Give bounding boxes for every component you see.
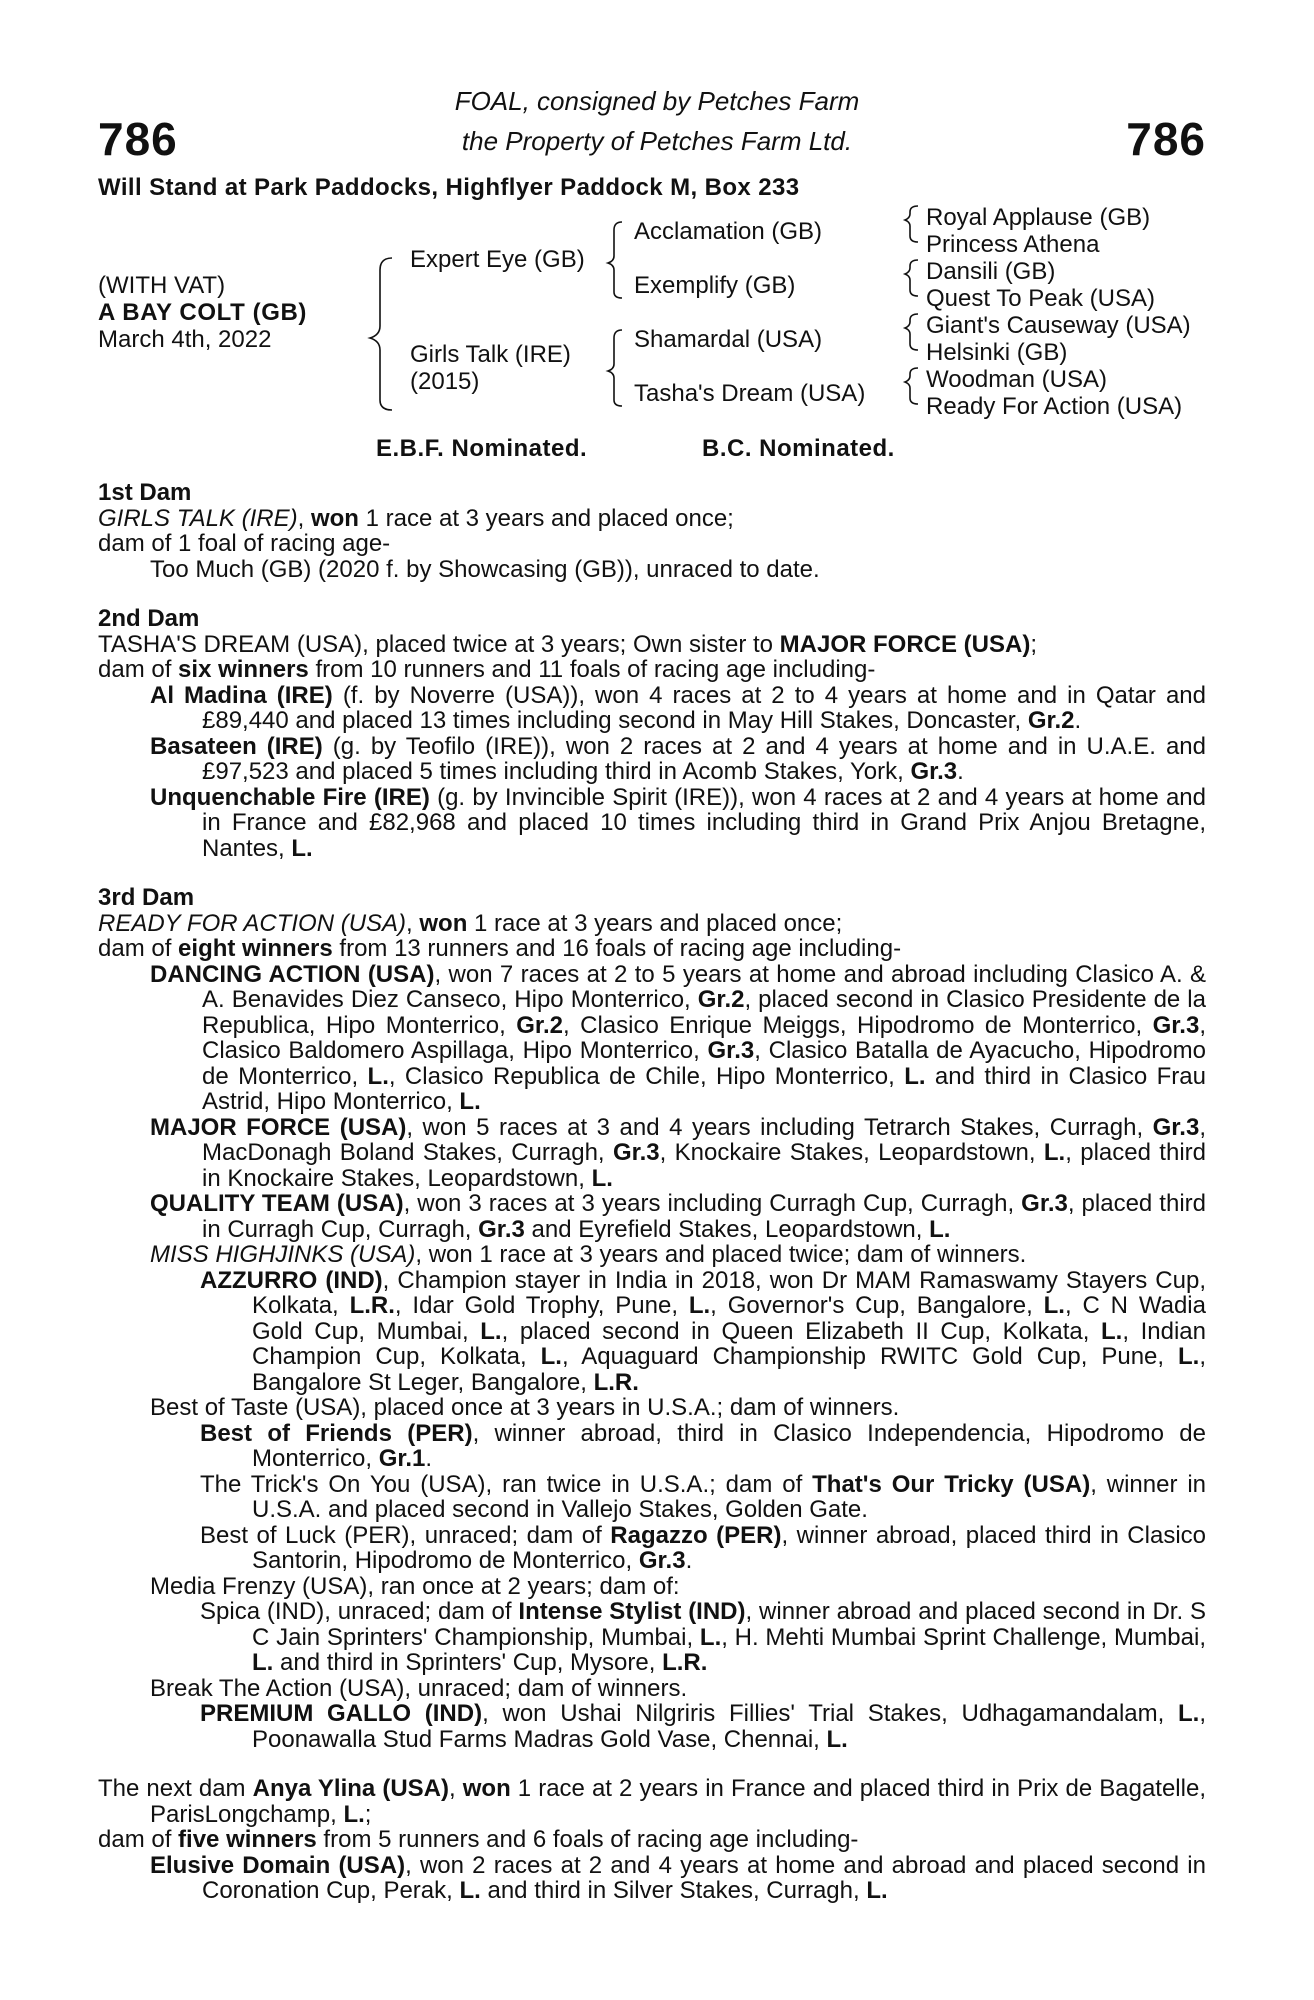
third-dam-record: READY FOR ACTION (USA), won 1 race at 3 years and placed once; (98, 909, 843, 937)
property-line: the Property of Petches Farm Ltd. (461, 126, 853, 156)
sire-name: Expert Eye (GB) (410, 246, 585, 273)
produce-quality-team: QUALITY TEAM (USA), won 3 races at 3 years including Curragh Cup, Curragh, Gr.3, placed third in Curragh Cup, Curragh, Gr.3 and Eyrefield Stakes, Leopardstown, L. (150, 1190, 1206, 1243)
produce-tricks-on-you: The Trick's On You (USA), ran twice in U.S.A.; dam of That's Our Tricky (USA), winner in U.S.A. and placed second in Vallejo Stakes, Golden Gate. (200, 1470, 1206, 1523)
produce-media-frenzy: Media Frenzy (USA), ran once at 2 years; dam of: (150, 1572, 680, 1600)
subject-dob: March 4th, 2022 (98, 326, 272, 353)
next-dam-record: The next dam Anya Ylina (USA), won 1 race at 2 years in France and placed third in Prix de Bagatelle, ParisLongchamp, L.; (98, 1775, 1206, 1828)
produce-al-madina: Al Madina (IRE) (f. by Noverre (USA)), won 4 races at 2 to 4 years at home and in Qatar and £89,440 and placed 13 times including second in May Hill Stakes, Doncaster, Gr.2. (150, 681, 1206, 734)
catalogue-body (98, 480, 1206, 1904)
produce-best-of-friends: Best of Friends (PER), winner abroad, third in Clasico Independencia, Hipodromo de Monterrico, Gr.1. (200, 1419, 1206, 1472)
gen3-3: Dansili (GB) (926, 258, 1056, 285)
lot-number-left: 786 (98, 113, 178, 165)
consignment-line: FOAL, consigned by Petches Farm (454, 86, 860, 116)
ebf-nomination: E.B.F. Nominated. (376, 435, 588, 462)
gen3-8: Ready For Action (USA) (926, 393, 1183, 420)
gen3-4: Quest To Peak (USA) (926, 285, 1155, 312)
dam-year: (2015) (410, 368, 480, 395)
produce-miss-highjinks: MISS HIGHJINKS (USA), won 1 race at 3 years and placed twice; dam of winners. (150, 1241, 1027, 1268)
produce-spica: Spica (IND), unraced; dam of Intense Stylist (IND), winner abroad and placed second in Dr. S C Jain Sprinters' Championship, Mumbai, L., H. Mehti Mumbai Sprint Challenge, Mumbai, L. and third in Sprinters' Cup, Mysore, L.R. (200, 1598, 1207, 1676)
first-dam-heading: 1st Dam (98, 479, 192, 506)
produce-best-of-taste: Best of Taste (USA), placed once at 3 years in U.S.A.; dam of winners. (150, 1394, 900, 1421)
dam-sire: Shamardal (USA) (634, 326, 823, 353)
next-dam-produce-intro: dam of five winners from 5 runners and 6 foals of racing age including- (98, 1826, 859, 1853)
produce-best-of-luck: Best of Luck (PER), unraced; dam of Ragazzo (PER), winner abroad, placed third in Clasico Santorin, Hipodromo de Monterrico, Gr.3. (200, 1521, 1206, 1574)
produce-dancing-action: DANCING ACTION (USA), won 7 races at 2 to 5 years at home and abroad including Clasico A. & A. Benavides Diez Canseco, Hipo Monterrico, Gr.2, placed second in Clasico Presidente de la Republica, Hipo Monterrico, Gr.2, Clasico Enrique Meiggs, Hipodromo de Monterrico, Gr.3, Clasico Baldomero Aspillaga, Hipo Monterrico, Gr.3, Clasico Batalla de Ayacucho, Hipodromo de Monterrico, L., Clasico Republica de Chile, Hipo Monterrico, L. and third in Clasico Frau Astrid, Hipo Monterrico, L. (150, 960, 1206, 1115)
first-dam-foal: Too Much (GB) (2020 f. by Showcasing (GB)), unraced to date. (150, 555, 820, 583)
produce-azzurro: AZZURRO (IND), Champion stayer in India in 2018, won Dr MAM Ramaswamy Stayers Cup, Kolkata, L.R., Idar Gold Trophy, Pune, L., Governor's Cup, Bangalore, L., C N Wadia Gold Cup, Mumbai, L., placed second in Queen Elizabeth II Cup, Kolkata, L., Indian Champion Cup, Kolkata, L., Aquaguard Championship RWITC Gold Cup, Pune, L., Bangalore St Leger, Bangalore, L.R. (200, 1266, 1207, 1396)
third-dam-heading: 3rd Dam (98, 884, 195, 911)
second-dam-produce-intro: dam of six winners from 10 runners and 11 foals of racing age including- (98, 656, 876, 683)
produce-premium-gallo: PREMIUM GALLO (IND), won Ushai Nilgriris Fillies' Trial Stakes, Udhagamandalam, L., Poonawalla Stud Farms Madras Gold Vase, Chennai, L. (200, 1700, 1206, 1753)
produce-unquenchable-fire: Unquenchable Fire (IRE) (g. by Invincible Spirit (IRE)), won 4 races at 2 and 4 years at home and in France and £82,968 and placed 10 times including third in Grand Prix Anjou Bretagne, Nantes, L. (150, 783, 1206, 862)
second-dam-heading: 2nd Dam (98, 605, 200, 632)
dam-name: Girls Talk (IRE) (410, 341, 571, 368)
gen3-5: Giant's Causeway (USA) (926, 312, 1191, 339)
produce-elusive-domain: Elusive Domain (USA), won 2 races at 2 and 4 years at home and abroad and placed second in Coronation Cup, Perak, L. and third in Silver Stakes, Curragh, L. (150, 1851, 1206, 1904)
produce-basateen: Basateen (IRE) (g. by Teofilo (IRE)), won 2 races at 2 and 4 years at home and in U.A.E. and £97,523 and placed 5 times including third in Acomb Stakes, York, Gr.3. (150, 732, 1206, 785)
subject-name: A BAY COLT (GB) (98, 299, 308, 326)
produce-break-the-action: Break The Action (USA), unraced; dam of winners. (150, 1674, 688, 1702)
lot-number-right: 786 (1126, 113, 1206, 165)
third-dam-produce-intro: dam of eight winners from 13 runners and 16 foals of racing age including- (98, 935, 902, 962)
bc-nomination: B.C. Nominated. (702, 435, 895, 462)
dam-dam: Tasha's Dream (USA) (634, 380, 866, 407)
sire-dam: Exemplify (GB) (634, 272, 796, 299)
first-dam-record: GIRLS TALK (IRE), won 1 race at 3 years and placed once; (98, 504, 734, 532)
second-dam-record: TASHA'S DREAM (USA), placed twice at 3 years; Own sister to MAJOR FORCE (USA); (98, 630, 1038, 658)
gen3-2: Princess Athena (926, 231, 1100, 258)
gen3-7: Woodman (USA) (926, 366, 1107, 393)
sire-sire: Acclamation (GB) (634, 218, 823, 245)
vat-label: (WITH VAT) (98, 272, 226, 299)
first-dam-produce-intro: dam of 1 foal of racing age- (98, 530, 391, 557)
produce-major-force: MAJOR FORCE (USA), won 5 races at 3 and 4 years including Tetrarch Stakes, Curragh, Gr.3, MacDonagh Boland Stakes, Curragh, Gr.3, Knockaire Stakes, Leopardstown, L., placed third in Knockaire Stakes, Leopardstown, L. (150, 1113, 1206, 1192)
gen3-1: Royal Applause (GB) (926, 204, 1151, 231)
stand-location: Will Stand at Park Paddocks, Highflyer Paddock M, Box 233 (98, 174, 800, 201)
gen3-6: Helsinki (GB) (926, 339, 1068, 366)
